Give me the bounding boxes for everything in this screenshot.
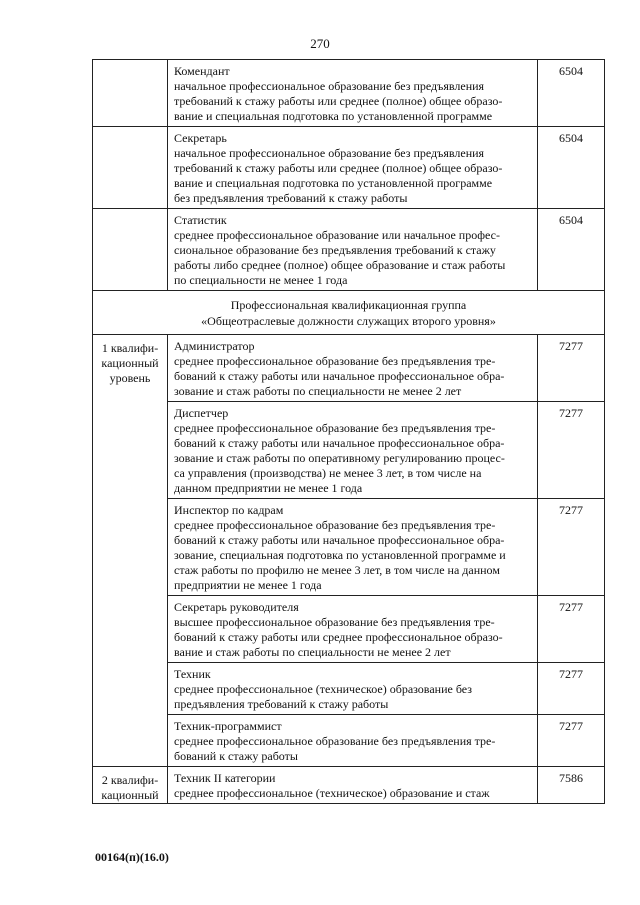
table-row bbox=[93, 335, 605, 402]
position-description bbox=[168, 663, 538, 715]
position-title: Секретарь руководителя bbox=[174, 600, 299, 614]
position-title: Техник bbox=[174, 667, 211, 681]
salary-amount: 6504 bbox=[538, 60, 605, 127]
requirement-line: бований к стажу работы или начальное профессиональное обра- bbox=[174, 369, 505, 383]
level-cell-empty bbox=[93, 209, 168, 291]
requirement-line: среднее профессиональное образование без предъявления тре- bbox=[174, 518, 496, 532]
table-row bbox=[93, 209, 605, 291]
requirement-line: бований к стажу работы или начальное профессиональное обра- bbox=[174, 533, 505, 547]
page-number: 270 bbox=[310, 36, 330, 51]
requirement-line: среднее профессиональное образование без предъявления тре- bbox=[174, 421, 496, 435]
table-body bbox=[93, 60, 605, 804]
table-row bbox=[93, 402, 605, 499]
position-description bbox=[168, 335, 538, 402]
requirement-line: зование и стаж работы по оперативному регулированию процес- bbox=[174, 451, 505, 465]
requirement-line: предприятии не менее 1 года bbox=[174, 578, 322, 592]
requirement-line: вание и специальная подготовка по установленной программе bbox=[174, 109, 493, 123]
qualification-level-label: уровень bbox=[109, 371, 151, 385]
requirement-line: без предъявления требований к стажу работы bbox=[174, 191, 408, 205]
position-title: Техник II категории bbox=[174, 771, 276, 785]
position-title: Комендант bbox=[174, 64, 230, 78]
position-description bbox=[168, 402, 538, 499]
level-cell-empty bbox=[93, 60, 168, 127]
document-code: 00164(п)(16.0) bbox=[95, 850, 169, 864]
requirement-line: высшее профессиональное образование без предъявления тре- bbox=[174, 615, 495, 629]
salary-amount: 7277 bbox=[538, 402, 605, 499]
group-header-line: Профессиональная квалификационная группа bbox=[230, 298, 467, 312]
requirement-line: вание и стаж работы по специальности не менее 2 лет bbox=[174, 645, 451, 659]
qualification-level bbox=[93, 767, 168, 804]
requirement-line: предъявления требований к стажу работы bbox=[174, 697, 389, 711]
requirement-line: среднее профессиональное образование или начальное профес- bbox=[174, 228, 500, 242]
salary-amount: 7277 bbox=[538, 335, 605, 402]
requirement-line: среднее профессиональное образование без предъявления тре- bbox=[174, 734, 496, 748]
qualification-level-label: кационный bbox=[101, 356, 159, 370]
salary-amount: 6504 bbox=[538, 127, 605, 209]
position-description bbox=[168, 60, 538, 127]
requirement-line: зование, специальная подготовка по установленной программе и bbox=[174, 548, 506, 562]
position-description bbox=[168, 499, 538, 596]
table-row bbox=[93, 596, 605, 663]
requirement-line: среднее профессиональное (техническое) образование и стаж bbox=[174, 786, 490, 800]
position-title: Статистик bbox=[174, 213, 227, 227]
table-row bbox=[93, 499, 605, 596]
table-row bbox=[93, 715, 605, 767]
requirement-line: требований к стажу работы или среднее (полное) общее образо- bbox=[174, 94, 503, 108]
position-description bbox=[168, 767, 538, 804]
position-title: Диспетчер bbox=[174, 406, 229, 420]
position-description bbox=[168, 209, 538, 291]
requirement-line: сиональное образование без предъявления требований к стажу bbox=[174, 243, 496, 257]
requirement-line: работы либо среднее (полное) общее образование и стаж работы bbox=[174, 258, 506, 272]
table-row bbox=[93, 60, 605, 127]
position-title: Инспектор по кадрам bbox=[174, 503, 284, 517]
qualification-level-label: 2 квалифи- bbox=[101, 773, 159, 787]
position-description bbox=[168, 596, 538, 663]
position-description bbox=[168, 715, 538, 767]
level-cell-empty bbox=[93, 127, 168, 209]
salary-table bbox=[92, 59, 605, 804]
salary-amount: 7277 bbox=[538, 663, 605, 715]
requirement-line: среднее профессиональное образование без предъявления тре- bbox=[174, 354, 496, 368]
qualification-level bbox=[93, 335, 168, 767]
salary-amount: 7277 bbox=[538, 499, 605, 596]
requirement-line: данном предприятии не менее 1 года bbox=[174, 481, 363, 495]
table-row bbox=[93, 663, 605, 715]
group-header-row bbox=[93, 291, 605, 335]
position-description bbox=[168, 127, 538, 209]
requirement-line: са управления (производства) не менее 3 лет, в том числе на bbox=[174, 466, 482, 480]
group-header bbox=[93, 291, 605, 335]
position-title: Секретарь bbox=[174, 131, 227, 145]
position-title: Техник-программист bbox=[174, 719, 282, 733]
position-title: Администратор bbox=[174, 339, 255, 353]
salary-amount: 7277 bbox=[538, 715, 605, 767]
salary-amount: 6504 bbox=[538, 209, 605, 291]
requirement-line: требований к стажу работы или среднее (полное) общее образо- bbox=[174, 161, 503, 175]
requirement-line: начальное профессиональное образование без предъявления bbox=[174, 79, 485, 93]
table-row bbox=[93, 767, 605, 804]
table-row bbox=[93, 127, 605, 209]
group-header-title: «Общеотраслевые должности служащих второго уровня» bbox=[201, 314, 496, 328]
requirement-line: стаж работы по профилю не менее 3 лет, в том числе на данном bbox=[174, 563, 500, 577]
requirement-line: среднее профессиональное (техническое) образование без bbox=[174, 682, 472, 696]
requirement-line: зование и стаж работы по специальности не менее 2 лет bbox=[174, 384, 462, 398]
salary-amount: 7277 bbox=[538, 596, 605, 663]
qualification-level-label: кационный bbox=[101, 788, 159, 802]
requirement-line: бований к стажу работы или начальное профессиональное обра- bbox=[174, 436, 505, 450]
requirement-line: бований к стажу работы или среднее профессиональное образо- bbox=[174, 630, 503, 644]
requirement-line: по специальности не менее 1 года bbox=[174, 273, 348, 287]
requirement-line: вание и специальная подготовка по установленной программе bbox=[174, 176, 493, 190]
salary-amount: 7586 bbox=[538, 767, 605, 804]
requirement-line: начальное профессиональное образование без предъявления bbox=[174, 146, 485, 160]
requirement-line: бований к стажу работы bbox=[174, 749, 298, 763]
qualification-level-label: 1 квалифи- bbox=[101, 341, 159, 355]
